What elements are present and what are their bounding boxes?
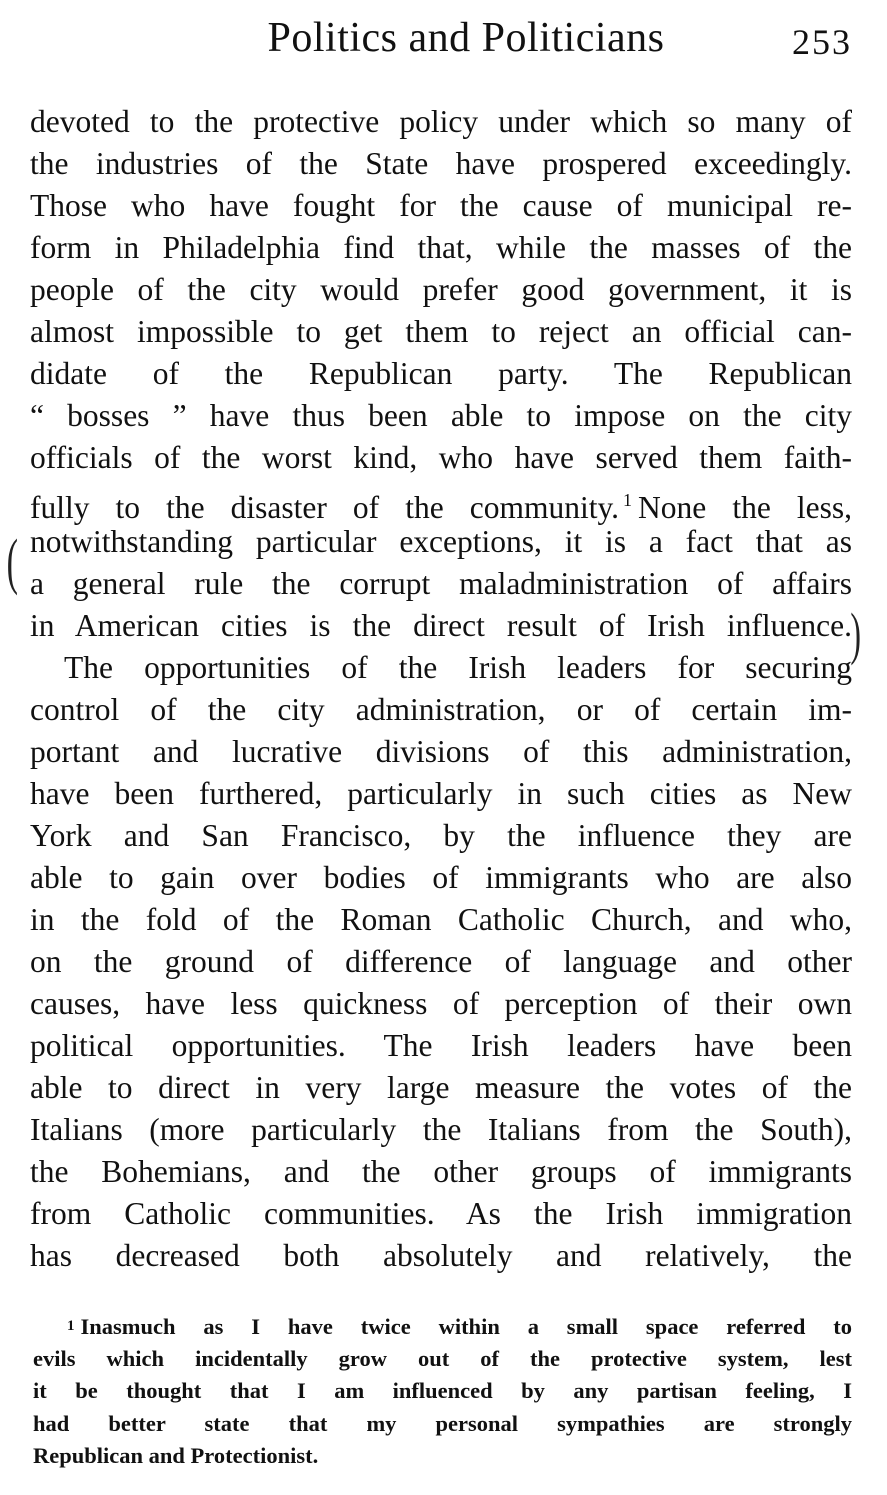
text-line: Italians (more particularly the Italians from the South), bbox=[30, 1112, 852, 1147]
text-line: a general rule the corrupt maladministration of affairs bbox=[30, 566, 852, 601]
text-line: control of the city administration, or of certain im- bbox=[30, 692, 852, 727]
text-line: people of the city would prefer good government, it is bbox=[30, 272, 852, 307]
text-line: have been furthered, particularly in such cities as New bbox=[30, 776, 852, 811]
footnote-line: Republican and Protectionist. bbox=[33, 1443, 319, 1469]
footnote-text: Inasmuch as I have twice within a small space referred to bbox=[80, 1314, 852, 1339]
text-line: the industries of the State have prospered exceedingly. bbox=[30, 146, 852, 181]
text-line: almost impossible to get them to reject an official can- bbox=[30, 314, 852, 349]
text-line: the Bohemians, and the other groups of immigrants bbox=[30, 1154, 852, 1189]
text-line: political opportunities. The Irish leaders have been bbox=[30, 1028, 852, 1063]
text-line: didate of the Republican party. The Republican bbox=[30, 356, 852, 391]
text-line: notwithstanding particular exceptions, it is a fact that as bbox=[30, 524, 852, 559]
text-line: York and San Francisco, by the influence they are bbox=[30, 818, 852, 853]
text-line: form in Philadelphia find that, while the masses of the bbox=[30, 230, 852, 265]
footnote-first-line bbox=[33, 1310, 852, 1343]
footnote bbox=[33, 1310, 852, 1473]
footnote-number: 1 bbox=[67, 1318, 75, 1334]
footnote-line: evils which incidentally grow out of the protective system, lest bbox=[33, 1345, 852, 1371]
text-line: in American cities is the direct result of Irish influence. bbox=[30, 608, 852, 643]
footnote-line: had better state that my personal sympathies are strongly bbox=[33, 1410, 852, 1436]
text-line: has decreased both absolutely and relatively, the bbox=[30, 1238, 852, 1273]
text-line: able to gain over bodies of immigrants who are also bbox=[30, 860, 852, 895]
text-line: “ bosses ” have thus been able to impose on the city bbox=[30, 398, 852, 433]
text-line: on the ground of difference of language and other bbox=[30, 944, 852, 979]
text-line: causes, have less quickness of perception of their own bbox=[30, 986, 852, 1021]
text-line: portant and lucrative divisions of this administration, bbox=[30, 734, 852, 769]
text-line: able to direct in very large measure the votes of the bbox=[30, 1070, 852, 1105]
body-text bbox=[30, 101, 852, 1277]
margin-close-bracket: ) bbox=[850, 601, 861, 666]
text-segment: None the less, bbox=[638, 490, 852, 525]
text-line: officials of the worst kind, who have served them faith- bbox=[30, 440, 852, 475]
text-line: Those who have fought for the cause of municipal re- bbox=[30, 188, 852, 223]
footnote-line: it be thought that I am influenced by any partisan feeling, I bbox=[33, 1378, 852, 1404]
text-line: in the fold of the Roman Catholic Church, and who, bbox=[30, 902, 852, 937]
running-head bbox=[28, 10, 852, 70]
page-title: Politics and Politicians bbox=[267, 15, 665, 61]
text-line-with-footnote bbox=[30, 479, 852, 525]
margin-open-bracket: ( bbox=[6, 528, 19, 596]
page-number: 253 bbox=[792, 22, 852, 62]
text-line: devoted to the protective policy under which so many of bbox=[30, 104, 852, 139]
footnote-reference: 1 bbox=[623, 490, 633, 510]
text-segment: fully to the disaster of the community. bbox=[30, 490, 620, 525]
text-line: from Catholic communities. As the Irish immigration bbox=[30, 1196, 852, 1231]
paragraph-first-line: The opportunities of the Irish leaders for securing bbox=[64, 650, 852, 685]
